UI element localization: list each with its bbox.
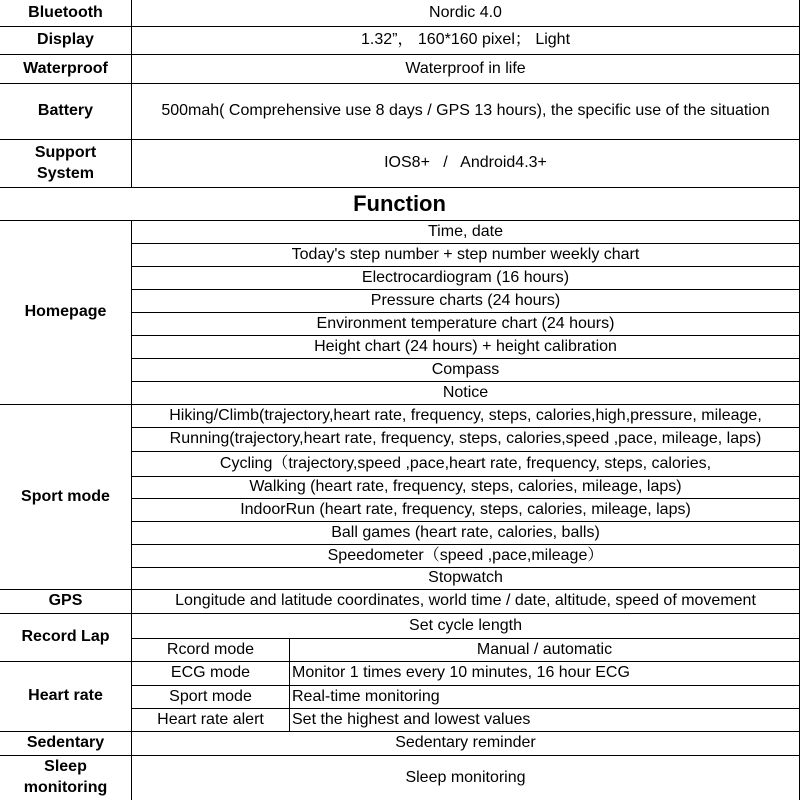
heart-rate-sub-value: Set the highest and lowest values bbox=[290, 709, 800, 732]
battery-label: Battery bbox=[0, 84, 132, 140]
heart-rate-sub-label: Heart rate alert bbox=[132, 709, 290, 732]
homepage-label: Homepage bbox=[0, 221, 132, 405]
heart-rate-sub-value: Monitor 1 times every 10 minutes, 16 hour ECG bbox=[290, 662, 800, 686]
record-mode-value: Manual / automatic bbox=[290, 639, 800, 662]
waterproof-label: Waterproof bbox=[0, 55, 132, 84]
function-section-title: Function bbox=[0, 188, 800, 221]
sport-mode-item: Speedometer（speed ,pace,mileage） bbox=[132, 545, 800, 568]
record-lap-label: Record Lap bbox=[0, 614, 132, 662]
bluetooth-value: Nordic 4.0 bbox=[132, 0, 800, 27]
heart-rate-sub-value: Real-time monitoring bbox=[290, 686, 800, 709]
heart-rate-sub-label: Sport mode bbox=[132, 686, 290, 709]
homepage-item: Environment temperature chart (24 hours) bbox=[132, 313, 800, 336]
sport-mode-label: Sport mode bbox=[0, 405, 132, 590]
homepage-item: Compass bbox=[132, 359, 800, 382]
sport-mode-item: IndoorRun (heart rate, frequency, steps, calories, mileage, laps) bbox=[132, 499, 800, 522]
sleep-monitoring-value: Sleep monitoring bbox=[132, 756, 800, 800]
heart-rate-sub-label: ECG mode bbox=[132, 662, 290, 686]
sport-mode-item: Ball games (heart rate, calories, balls) bbox=[132, 522, 800, 545]
homepage-item: Notice bbox=[132, 382, 800, 405]
sport-mode-item: Running(trajectory,heart rate, frequency, steps, calories,speed ,pace, mileage, laps) bbox=[132, 428, 800, 452]
sport-mode-item: Stopwatch bbox=[132, 568, 800, 590]
sport-mode-item: Cycling（trajectory,speed ,pace,heart rate, frequency, steps, calories, bbox=[132, 452, 800, 477]
waterproof-value: Waterproof in life bbox=[132, 55, 800, 84]
homepage-item: Today's step number + step number weekly chart bbox=[132, 244, 800, 267]
record-mode-label: Rcord mode bbox=[132, 639, 290, 662]
sedentary-label: Sedentary bbox=[0, 732, 132, 756]
battery-value: 500mah( Comprehensive use 8 days / GPS 13 hours), the specific use of the situation bbox=[132, 84, 800, 140]
gps-value: Longitude and latitude coordinates, world time / date, altitude, speed of movement bbox=[132, 590, 800, 614]
support-system-label: Support System bbox=[0, 140, 132, 188]
homepage-item: Pressure charts (24 hours) bbox=[132, 290, 800, 313]
bluetooth-label: Bluetooth bbox=[0, 0, 132, 27]
homepage-item: Time, date bbox=[132, 221, 800, 244]
gps-label: GPS bbox=[0, 590, 132, 614]
record-lap-cycle-length: Set cycle length bbox=[132, 614, 800, 639]
sport-mode-item: Hiking/Climb(trajectory,heart rate, frequency, steps, calories,high,pressure, mileage, bbox=[132, 405, 800, 428]
display-value: 1.32”， 160*160 pixel； Light bbox=[132, 27, 800, 55]
display-label: Display bbox=[0, 27, 132, 55]
heart-rate-label: Heart rate bbox=[0, 662, 132, 732]
sport-mode-item: Walking (heart rate, frequency, steps, calories, mileage, laps) bbox=[132, 477, 800, 499]
support-system-value: IOS8+ / Android4.3+ bbox=[132, 140, 800, 188]
homepage-item: Electrocardiogram (16 hours) bbox=[132, 267, 800, 290]
homepage-item: Height chart (24 hours) + height calibration bbox=[132, 336, 800, 359]
sedentary-value: Sedentary reminder bbox=[132, 732, 800, 756]
sleep-monitoring-label: Sleep monitoring bbox=[0, 756, 132, 800]
